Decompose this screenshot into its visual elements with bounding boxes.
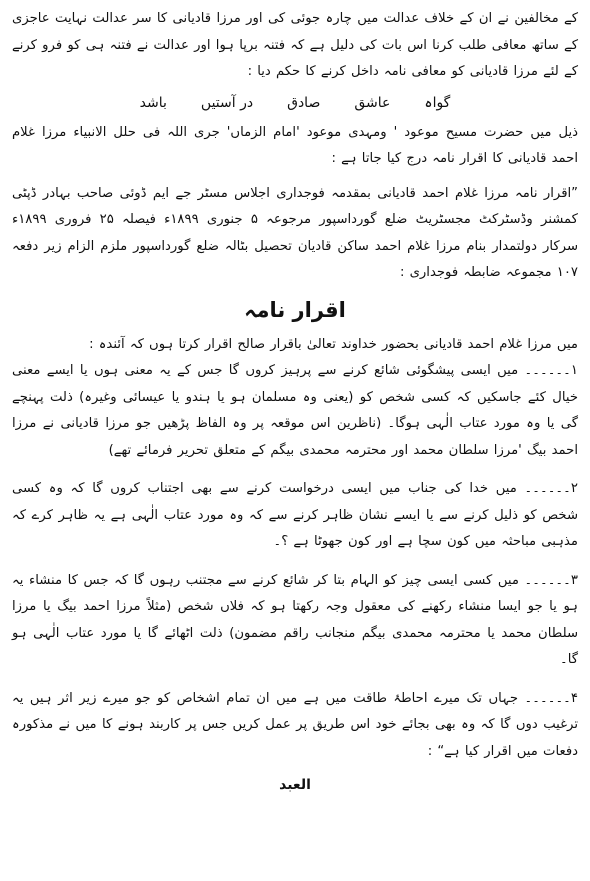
witness-word: باشد xyxy=(139,94,167,111)
intro-paragraph-2: ذیل میں حضرت مسیح موعود ' ومہدی موعود 'امام الزماں' جری اللہ فی حلل الانبیاء مرزا غلام احمد قادیانی کا اقرار نامہ درج کیا جاتا ہے : xyxy=(12,124,578,166)
witness-word: صادق xyxy=(287,94,321,111)
witness-word: عاشق xyxy=(354,94,391,111)
pledge-intro: میں مرزا غلام احمد قادیانی بحضور خداوند تعالیٰ باقرار صالح اقرار کرتا ہوں کہ آئندہ : xyxy=(89,336,578,352)
witness-word: در آستیں xyxy=(200,94,254,111)
case-description: ”اقرار نامہ مرزا غلام احمد قادیانی بمقدمہ فوجداری اجلاس مسٹر جے ایم ڈوئی صاحب بہادر ڈپٹی کمشنر وڈسٹرکٹ مجسٹریٹ ضلع گورداسپور مرجوعہ ۵ جنوری ۱۸۹۹ء فیصلہ ۲۵ فروری ۱۸۹۹ء سرکار دولتمدار بنام مرزا غلام احمد ساکن قادیان تحصیل بٹالہ ضلع گورداسپور ملزم الزام زیر دفعہ ۱۰۷ مجموعہ ضابطہ فوجداری : xyxy=(12,185,578,280)
pledge-item-3: ۳۔۔۔۔۔۔ میں کسی ایسی چیز کو الہام بتا کر شائع کرنے سے مجتنب رہوں گا کہ جس کا منشاء یہ ہو یا جو ایسا منشاء رکھنے کی معقول وجہ رکھتا ہو کہ فلاں شخص (مثلاً مرزا احمد بیگ یا مرزا سلطان محمد یا محترمہ محمدی بیگم منجانب راقم مضمون) ذلت اٹھائے گا یا مورد عتاب الٰہی ہو گا۔ xyxy=(12,572,578,667)
witness-line xyxy=(12,88,578,118)
pledge-item-2: ۲۔۔۔۔۔۔ میں خدا کی جناب میں ایسی درخواست کرنے سے بھی اجتناب کروں گا کہ وہ کسی شخص کو ذلیل کرنے سے یا ایسے نشان ظاہر کرنے سے کہ وہ مورد عتاب الٰہی ہے یہ ظاہر کرے کہ مذہبی مباحثہ میں کون سچا ہے اور کون جھوٹا ہے ؟۔ xyxy=(12,481,578,549)
witness-word: گواہ xyxy=(424,94,451,111)
pledge-item-4: ۴۔۔۔۔۔۔ جہاں تک میرے احاطۂ طاقت میں ہے میں ان تمام اشخاص کو جو میرے زیر اثر ہیں یہ ترغیب دوں گا کہ وہ بھی بجائے خود اس طریق پر عمل کریں جس پر کاربند ہونے کا میں نے مذکورہ دفعات میں اقرار کیا ہے“ : xyxy=(12,690,578,759)
intro-paragraph: کے مخالفین نے ان کے خلاف عدالت میں چارہ جوئی کی اور مرزا قادیانی کا سر عدالت نہایت عاجزی کے ساتھ معافی طلب کرنا اس بات کی دلیل ہے کہ فتنہ برپا ہوا اور عدالت نے فتنہ ہی کو فرو کرنے کے لئے مرزا قادیانی کو معافی نامہ داخل کرنے کا حکم دیا : xyxy=(12,11,578,79)
document-heading: اقرار نامہ xyxy=(244,297,346,322)
signature: العبد xyxy=(279,777,311,793)
pledge-item-1: ۱۔۔۔۔۔۔ میں ایسی پیشگوئی شائع کرنے سے پرہیز کروں گا جس کے یہ معنی ہوں یا ایسے معنی خیال کئے جاسکیں کہ کسی شخص کو (یعنی وہ مسلمان ہو یا ہندو یا عیسائی وغیرہ) ذلت پہنچے گی یا وہ مورد عتاب الٰہی ہوگا۔ (ناظرین اس موقعہ پر وہ الفاظ پڑھیں جو مرزا قادیانی نے مرزا احمد بیگ 'مرزا سلطان محمد اور محترمہ محمدی بیگم کے متعلق تحریر فرمائے تھے) xyxy=(12,363,578,458)
